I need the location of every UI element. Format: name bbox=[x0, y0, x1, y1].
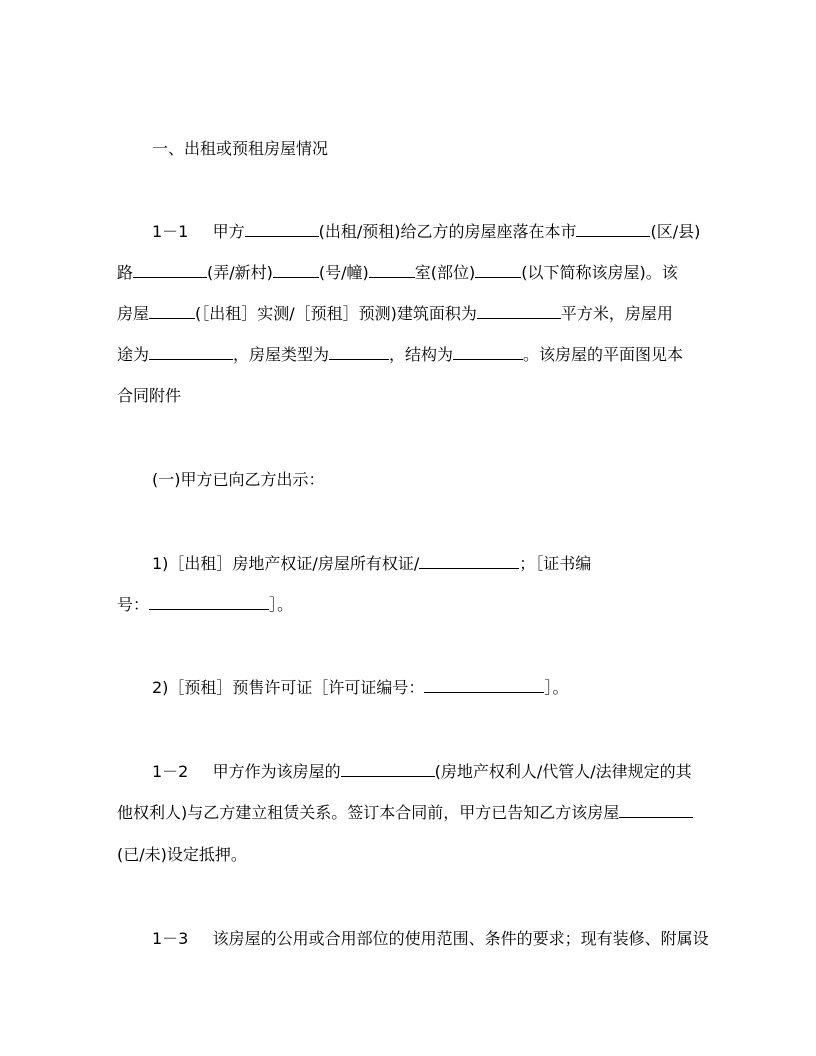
section-heading: 一、出租或预租房屋情况 bbox=[152, 139, 329, 158]
clause-1-1-line-3 bbox=[117, 304, 673, 324]
clause-text: 该房屋的公用或合用部位的使用范围、条件的要求；现有装修、附属设 bbox=[212, 929, 709, 948]
clause-text: (以下简称该房屋)。该 bbox=[521, 263, 678, 282]
clause-text: 平方米，房屋用 bbox=[560, 304, 673, 323]
clause-text: 他权利人)与乙方建立租赁关系。签订本合同前，甲方已告知乙方该房屋 bbox=[117, 803, 620, 822]
clause-text: 甲方作为该房屋的 bbox=[212, 762, 341, 781]
item-text: ］。 bbox=[269, 595, 294, 614]
item-text: 2)［预租］预售许可证［许可证编号： bbox=[152, 678, 425, 697]
blank-field-lane[interactable] bbox=[273, 263, 319, 278]
clause-number: 1－2 bbox=[152, 762, 189, 781]
blank-field-lessor-role[interactable] bbox=[341, 762, 435, 777]
clause-1-1-line-2 bbox=[117, 263, 678, 283]
clause-text: ，结构为 bbox=[389, 345, 454, 364]
subsection-heading: (一)甲方已向乙方出示： bbox=[152, 470, 325, 489]
clause-text: 。该房屋的平面图见本 bbox=[523, 345, 684, 364]
blank-field-certificate-type[interactable] bbox=[419, 554, 519, 569]
clause-text: 室(部位) bbox=[414, 263, 476, 282]
blank-field-permit-number[interactable] bbox=[424, 678, 544, 693]
clause-1-1-line-4 bbox=[117, 345, 683, 365]
item-text: ］。 bbox=[544, 678, 569, 697]
clause-text: (出租/预租)给乙方的房屋座落在本市 bbox=[318, 222, 577, 241]
blank-field-area[interactable] bbox=[477, 304, 561, 319]
blank-field-house-type[interactable] bbox=[329, 345, 389, 360]
clause-text: ，房屋类型为 bbox=[233, 345, 330, 364]
blank-field-road[interactable] bbox=[133, 263, 207, 278]
clause-text: 房屋 bbox=[117, 304, 150, 323]
clause-1-1-line-1 bbox=[152, 222, 700, 242]
clause-text: (［出租］实测/［预租］预测)建筑面积为 bbox=[195, 304, 477, 323]
item-text: ；［证书编 bbox=[519, 554, 592, 573]
clause-1-3-line-1 bbox=[152, 929, 709, 949]
clause-text: 甲方 bbox=[212, 222, 245, 241]
blank-field-room[interactable] bbox=[475, 263, 521, 278]
blank-field-lessor[interactable] bbox=[245, 222, 319, 237]
blank-field-structure[interactable] bbox=[453, 345, 523, 360]
item-1-line-2 bbox=[117, 595, 293, 615]
blank-field-usage[interactable] bbox=[149, 345, 233, 360]
clause-number: 1－3 bbox=[152, 929, 189, 948]
item-text: 号： bbox=[117, 595, 150, 614]
item-2-line-1 bbox=[152, 678, 568, 698]
clause-text: 路 bbox=[117, 263, 134, 282]
item-1-line-1 bbox=[152, 554, 591, 574]
blank-field-number[interactable] bbox=[369, 263, 415, 278]
clause-text: (房地产权利人/代管人/法律规定的其 bbox=[434, 762, 692, 781]
blank-field-mortgage[interactable] bbox=[619, 803, 693, 818]
clause-1-2-line-2 bbox=[117, 803, 693, 823]
clause-text: 途为 bbox=[117, 345, 150, 364]
clause-text: (弄/新村) bbox=[207, 263, 273, 282]
clause-text: (区/县) bbox=[650, 222, 701, 241]
blank-field-certificate-number[interactable] bbox=[149, 595, 269, 610]
clause-1-2-line-1 bbox=[152, 762, 692, 782]
clause-1-2-line-3: (已/未)设定抵押。 bbox=[117, 845, 247, 864]
blank-field-measure[interactable] bbox=[149, 304, 195, 319]
clause-1-1-line-5: 合同附件 bbox=[117, 386, 182, 405]
blank-field-district[interactable] bbox=[576, 222, 650, 237]
item-text: 1)［出租］房地产权证/房屋所有权证/ bbox=[152, 554, 420, 573]
clause-number: 1－1 bbox=[152, 222, 189, 241]
clause-text: (号/幢) bbox=[318, 263, 369, 282]
